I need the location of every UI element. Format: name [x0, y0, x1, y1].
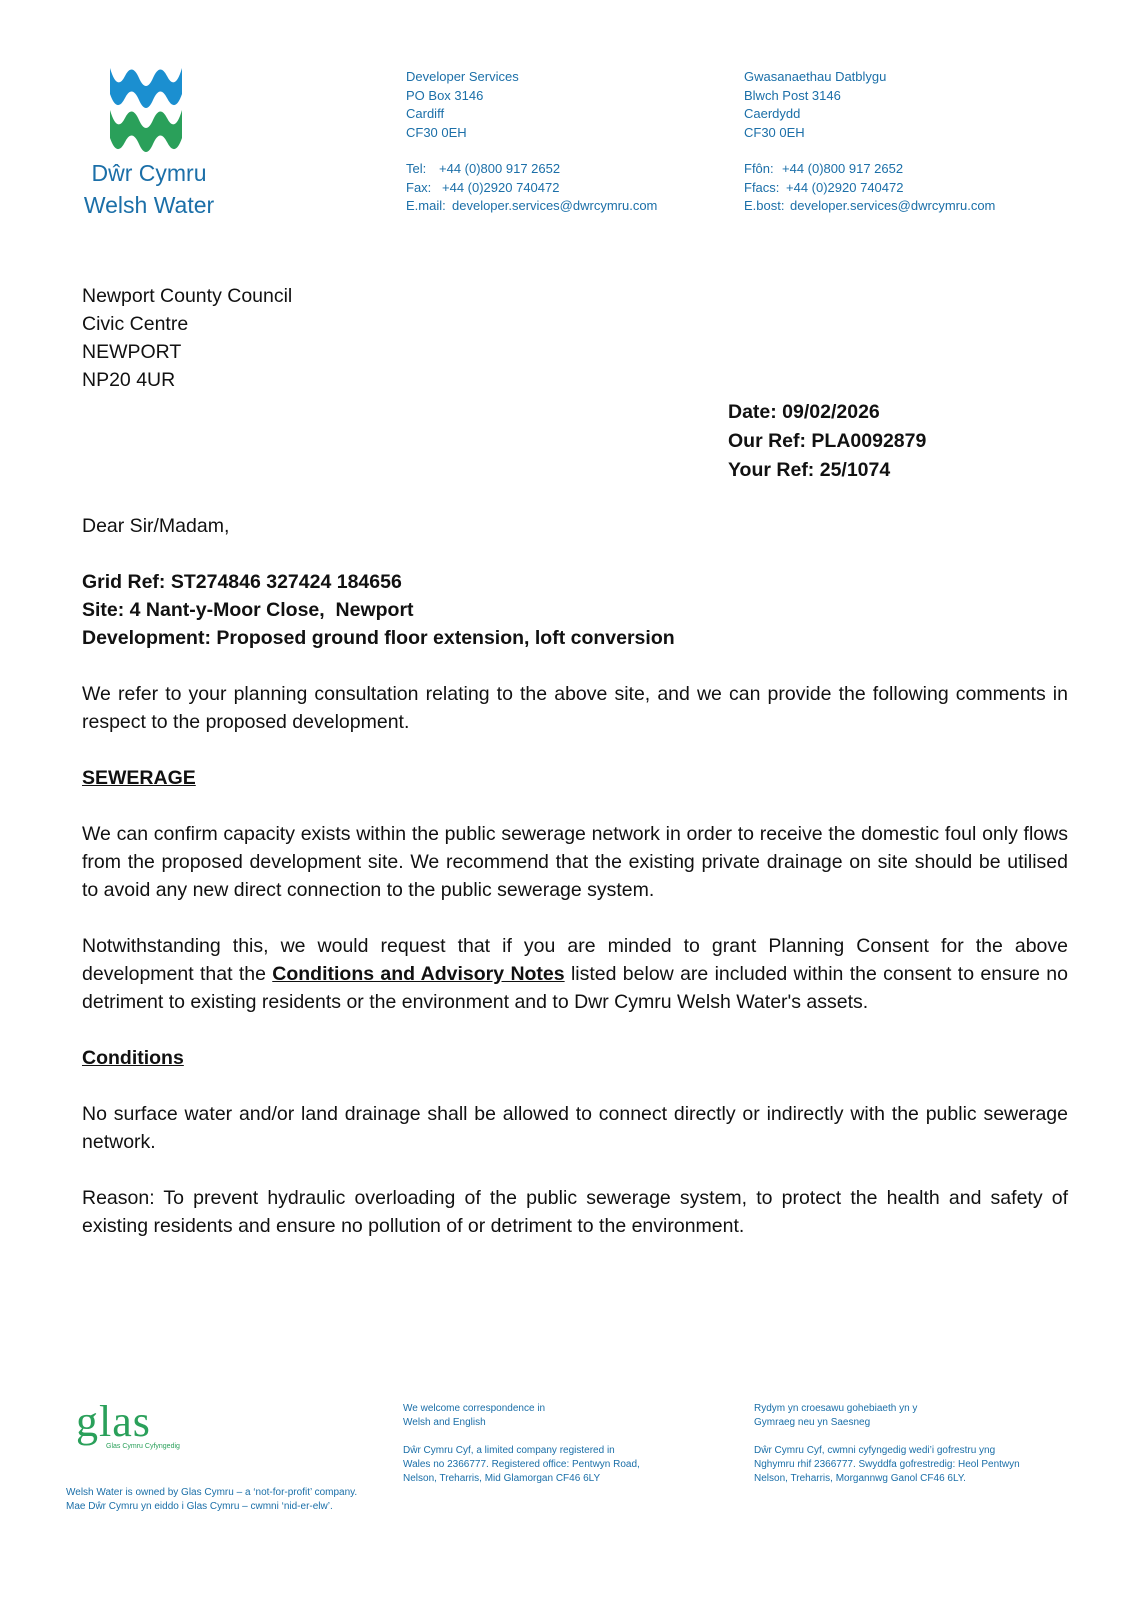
- ownership-statement: [66, 1486, 357, 1514]
- intro-paragraph: We refer to your planning consultation relating to the above site, and we can provide the following comments in respect to the proposed development.: [82, 683, 1068, 733]
- telephone-label: Ffôn:: [744, 161, 774, 176]
- fax-label: Fax:: [406, 179, 432, 195]
- footer-line: Rydym yn croesawu gohebiaeth yn y: [754, 1403, 918, 1414]
- footer-line: Dŵr Cymru Cyf, cwmni cyfyngedig wedi’i gofrestru yng: [754, 1445, 996, 1456]
- glas-logo-subtitle: Glas Cymru Cyfyngedig: [106, 1443, 180, 1450]
- address-line: CF30 0EH: [744, 124, 805, 140]
- notwithstanding-text: Notwithstanding this, we would request that if you are minded to grant Planning Consent for the above development that the: [82, 935, 1068, 985]
- letter-date: Date: 09/02/2026: [728, 401, 880, 423]
- salutation: Dear Sir/Madam,: [82, 515, 230, 537]
- footer-line: Wales no 2366777. Registered office: Pentwyn Road,: [403, 1459, 640, 1470]
- sewerage-paragraph: We can confirm capacity exists within the public sewerage network in order to receive the domestic foul only flows from the proposed development site. We recommend that the existing private drainage on site should be utilised to avoid any new direct connection to the public sewerage system.: [82, 823, 1068, 901]
- welsh-water-logo: [74, 64, 224, 220]
- address-line: Developer Services: [406, 69, 519, 84]
- fax-number: +44 (0)2920 740472: [442, 179, 560, 195]
- address-line: Gwasanaethau Datblygu: [744, 69, 887, 84]
- recipient-line: NP20 4UR: [82, 369, 176, 391]
- english-address-block: [406, 68, 657, 216]
- recipient-line: Civic Centre: [82, 313, 189, 335]
- grid-reference: Grid Ref: ST274846 327424 184656: [82, 571, 402, 593]
- address-line: Cardiff: [406, 106, 445, 121]
- footer-line: Nelson, Treharris, Morgannwg Ganol CF46 6LY.: [754, 1473, 966, 1484]
- address-line: Caerdydd: [744, 106, 801, 121]
- letter-body: [82, 512, 1068, 1268]
- condition-paragraph: No surface water and/or land drainage shall be allowed to connect directly or indirectly with the public sewerage network.: [82, 1103, 1068, 1153]
- footer-line: Gymraeg neu yn Saesneg: [754, 1417, 871, 1428]
- recipient-line: NEWPORT: [82, 341, 182, 363]
- fax-line: [406, 179, 657, 198]
- telephone-label: Tel:: [406, 161, 427, 176]
- reason-paragraph: Reason: To prevent hydraulic overloading of the public sewerage system, to protect the health and safety of existing residents and ensure no pollution of or detriment to the environment.: [82, 1187, 1068, 1237]
- footer-english-column: [403, 1402, 640, 1486]
- conditions-heading: Conditions: [82, 1047, 184, 1069]
- telephone-number[interactable]: +44 (0)800 917 2652: [782, 161, 904, 176]
- footer-line: Dŵr Cymru Cyf, a limited company registered in: [403, 1445, 615, 1456]
- ownership-english: Welsh Water is owned by Glas Cymru – a ‘not-for-profit’ company.: [66, 1487, 358, 1498]
- telephone-line: [744, 160, 995, 179]
- conditions-advisory-emphasis: Conditions and Advisory Notes: [272, 963, 565, 985]
- telephone-number[interactable]: +44 (0)800 917 2652: [439, 161, 561, 176]
- email-line: [406, 197, 657, 216]
- welsh-water-wave-icon: [104, 64, 188, 156]
- subject-block: [82, 568, 1068, 652]
- footer-line: Welsh and English: [403, 1417, 486, 1428]
- fax-number: +44 (0)2920 740472: [786, 179, 904, 195]
- footer-welsh-column: [754, 1402, 1020, 1486]
- development-description: Development: Proposed ground floor extension, loft conversion: [82, 627, 675, 649]
- footer-line: Nelson, Treharris, Mid Glamorgan CF46 6LY: [403, 1473, 601, 1484]
- logo-name-welsh: Dŵr Cymru: [91, 160, 207, 186]
- address-line: CF30 0EH: [406, 124, 467, 140]
- address-line: PO Box 3146: [406, 87, 484, 103]
- glas-cymru-logo: [76, 1397, 180, 1451]
- footer-line: Nghymru rhif 2366777. Swyddfa gofrestredig: Heol Pentwyn: [754, 1459, 1020, 1470]
- recipient-line: Newport County Council: [82, 285, 293, 307]
- our-reference: Our Ref: PLA0092879: [728, 430, 927, 452]
- notwithstanding-paragraph: [82, 932, 1068, 1016]
- ownership-welsh: Mae Dŵr Cymru yn eiddo i Glas Cymru – cwmni ‘nid-er-elw’.: [66, 1501, 333, 1512]
- telephone-line: [406, 160, 657, 179]
- email-label: E.mail:: [406, 198, 446, 213]
- welsh-address-block: [744, 68, 995, 216]
- email-line: [744, 197, 995, 216]
- notwithstanding-text-end: listed below are included within the consent to ensure no detriment to existing residents or the environment and to Dwr Cymru Welsh Water's assets.: [82, 963, 1068, 1013]
- recipient-address: [82, 282, 292, 394]
- address-line: Blwch Post 3146: [744, 87, 841, 103]
- reference-block: [728, 398, 926, 485]
- footer-line: We welcome correspondence in: [403, 1403, 546, 1414]
- fax-label: Ffacs:: [744, 179, 780, 195]
- logo-name-english: Welsh Water: [83, 192, 215, 218]
- email-link[interactable]: developer.services@dwrcymru.com: [790, 198, 996, 213]
- email-link[interactable]: developer.services@dwrcymru.com: [452, 198, 658, 213]
- site-address: Site: 4 Nant-y-Moor Close, Newport: [82, 599, 414, 621]
- your-reference: Your Ref: 25/1074: [728, 459, 891, 481]
- email-label: E.bost:: [744, 198, 785, 213]
- sewerage-heading: SEWERAGE: [82, 767, 196, 789]
- glas-logo-word: glas: [76, 1397, 151, 1446]
- fax-line: [744, 179, 995, 198]
